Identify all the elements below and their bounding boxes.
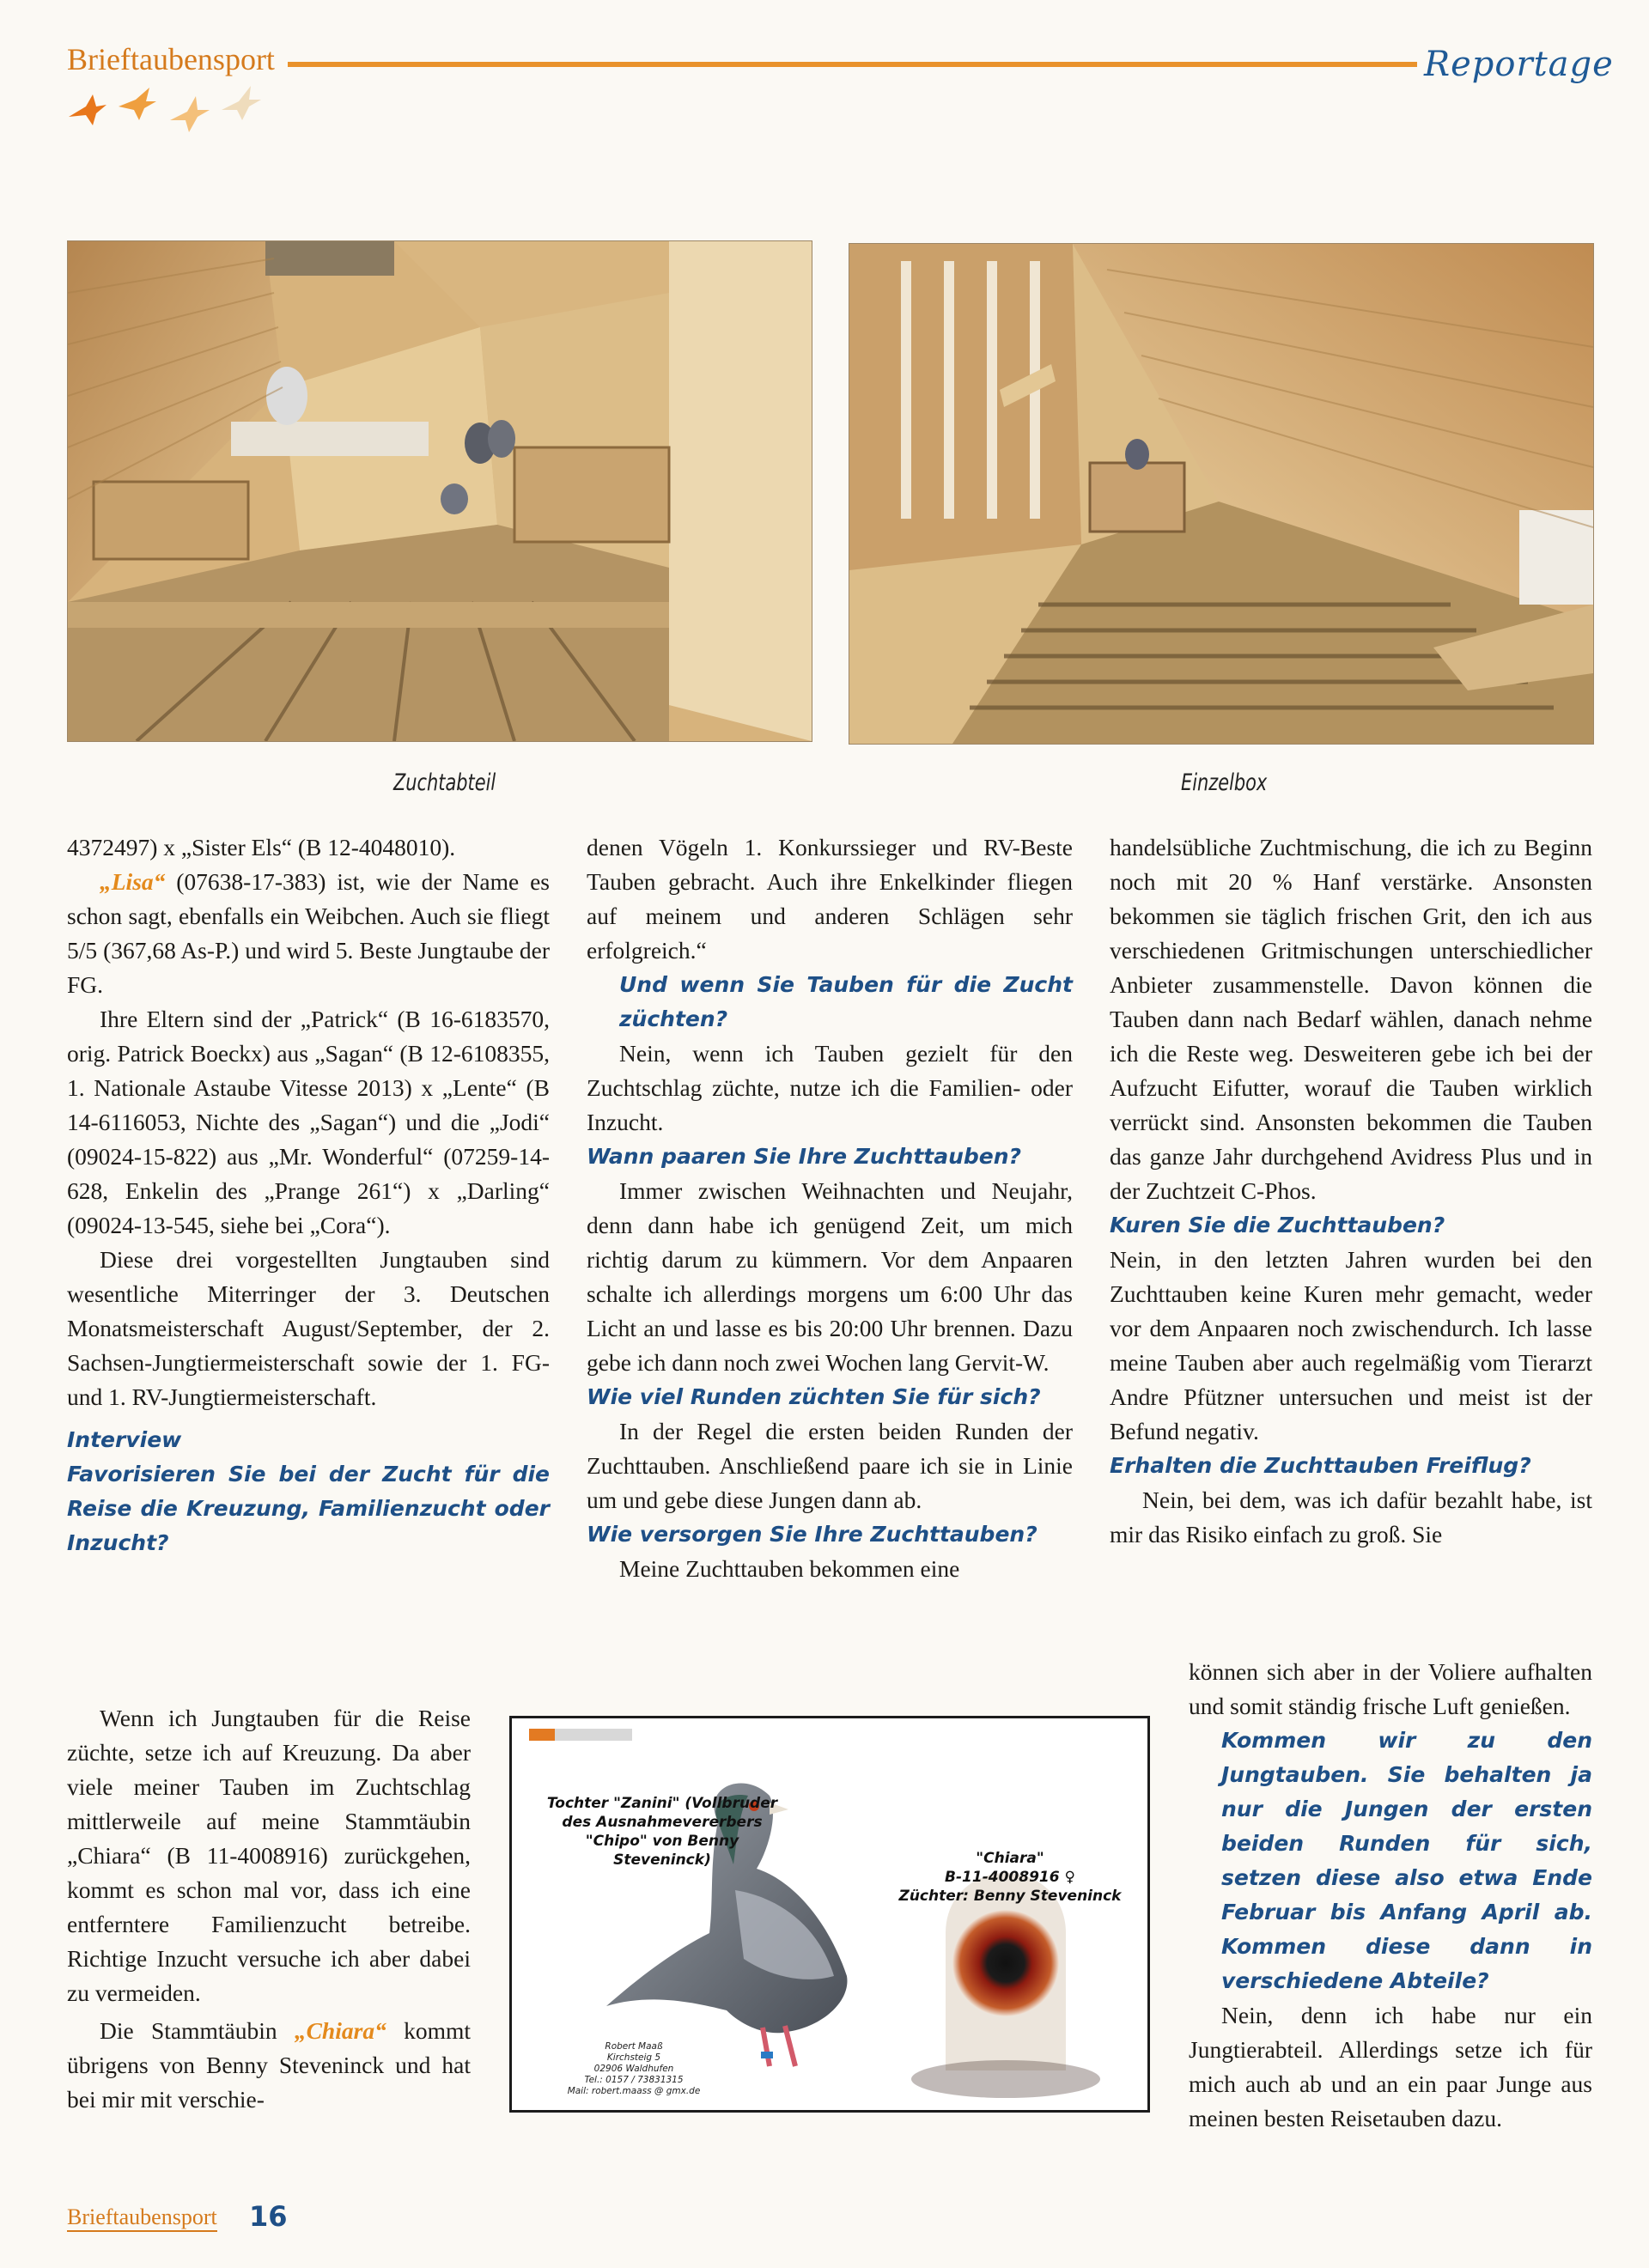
interview-heading: Interview <box>67 1427 182 1452</box>
question: Wie versorgen Sie Ihre Zuchttauben? <box>587 1522 1037 1547</box>
pigeon-logo-icon <box>67 81 290 141</box>
paragraph-lisa: „Lisa“ (07638-17-383) ist, wie der Name es schon sagt, ebenfalls ein Weibchen. Auch sie fliegt 5/5 (367,68 As-P.) und wird 5. Beste Jungtaube der FG. <box>67 868 550 998</box>
paragraph: 4372497) x „Sister Els“ (B 12-4048010). <box>67 834 456 860</box>
answer: Nein, denn ich habe nur ein Jungtierabteil. Allerdings setze ich für mich auch ab und an ein paar Junge aus meinen besten Reisetauben dazu. <box>1189 2002 1592 2131</box>
paragraph: denen Vögeln 1. Konkurssieger und RV-Beste Tauben gebracht. Auch ihre Enkelkinder fliegen auf meinem und anderen Schlägen sehr erfolgreich.“ <box>587 834 1073 964</box>
answer: Immer zwischen Weihnachten und Neujahr, denn dann habe ich genügend Zeit, um mich richtig darum zu kümmern. Vor dem Anpaaren schalte ich allerdings morgens um 6:00 Uhr das Licht an und lasse es bis 20:00 Uhr brennen. Dazu gebe ich dann noch zwei Wochen lang Gervit-W. <box>587 1177 1073 1376</box>
magazine-title: Brieftaubensport <box>67 42 275 76</box>
photo-single-box <box>849 243 1594 745</box>
footer-rule <box>67 2230 217 2232</box>
text-column-3 <box>1110 830 1592 1552</box>
caption-left: Zuchtabteil <box>393 769 496 796</box>
answer: Wenn ich Jungtauben für die Reise züchte, setze ich auf Kreuzung. Da aber viele meiner Tauben im Zuchtschlag mittlerweile auf meine Stammtäubin „Chiara“ (B 11-4008916) zurückgehen, kommt es schon mal vor, dass ich eine entferntere Familienzucht betreibe. Richtige Inzucht versuche ich aber dabei zu vermeiden. <box>67 1705 471 2006</box>
ad-contact: Robert Maaß Kirchsteig 5 02906 Waldhufen Tel.: 0157 / 73831315 Mail: robert.maass @ gmx.de <box>567 2041 701 2096</box>
ad-right-text: "Chiara" B-11-4008916 ♀ Züchter: Benny Steveninck <box>898 1850 1122 1905</box>
text-column-1 <box>67 830 550 1560</box>
question: Kuren Sie die Zuchttauben? <box>1110 1213 1445 1237</box>
answer: Nein, bei dem, was ich dafür bezahlt habe, ist mir das Risiko einfach zu groß. Sie <box>1110 1487 1592 1547</box>
question: Kommen wir zu den Jungtauben. Sie behalten ja nur die Jungen der ersten beiden Runden für sich, setzen diese also etwa Ende Februar bis Anfang April ab. Kommen diese dann in verschiedene Abteile? <box>1221 1728 1592 1993</box>
answer: Nein, in den letzten Jahren wurden bei den Zuchttauben keine Kuren mehr gemacht, weder vor dem Anpaaren noch zwischendurch. Ich lasse meine Tauben aber auch regelmäßig vom Tierarzt Andre Pfützner untersuchen und meist ist der Befund negativ. <box>1110 1246 1592 1444</box>
photo-breeding-compartment <box>67 240 812 742</box>
paragraph-summary: Diese drei vorgestellten Jungtauben sind wesentliche Miterringer der 3. Deutschen Monatsmeisterschaft August/September, der 2. Sachsen-Jungtiermeisterschaft sowie der 1. FG- und 1. RV-Jungtiermeisterschaft. <box>67 1246 550 1410</box>
question: Favorisieren Sie bei der Zucht für die Reise die Kreuzung, Familienzucht oder Inzucht? <box>67 1462 550 1555</box>
advertisement <box>509 1716 1150 2113</box>
question: Wie viel Runden züchten Sie für sich? <box>587 1384 1041 1409</box>
pigeon-name-chiara: „Chiara“ <box>294 2017 386 2044</box>
question: Erhalten die Zuchttauben Freiflug? <box>1110 1453 1531 1478</box>
section-label: Reportage <box>1424 45 1614 84</box>
answer: können sich aber in der Voliere aufhalten und somit ständig frische Luft genießen. <box>1189 1658 1592 1719</box>
paragraph: handelsübliche Zuchtmischung, die ich zu Beginn noch mit 20 % Hanf verstärke. Ansonsten bekommen sie täglich frischen Grit, den ich aus verschiedenen Gritmischungen unterschiedlicher Anbieter zusammenstelle. Davon können die Tauben dann nach Bedarf wählen, danach nehme ich die Reste weg. Desweiteren gebe ich bei der Aufzucht Eifutter, worauf die Tauben wirklich verrückt sind. Ansonsten bekommen die Tauben das ganze Jahr durchgehend Avidress Plus und in der Zuchtzeit C-Phos. <box>1110 834 1592 1204</box>
answer: Nein, wenn ich Tauben gezielt für den Zuchtschlag züchte, nutze ich die Familien- oder Inzucht. <box>587 1040 1073 1135</box>
answer: In der Regel die ersten beiden Runden der Zuchttauben. Anschließend paare ich sie in Linie um und gebe diese Jungen dann ab. <box>587 1418 1073 1513</box>
header-rule <box>288 62 1417 67</box>
answer-chiara: Die Stammtäubin „Chiara“ kommt übrigens von Benny Steveninck und hat bei mir mit verschie- <box>67 2017 471 2113</box>
pigeon-name-lisa: „Lisa“ <box>100 868 166 895</box>
ad-left-text: Tochter "Zanini" (Vollbruder des Ausnahmevererbers "Chipo" von Benny Steveninck) <box>546 1795 778 1869</box>
caption-right: Einzelbox <box>1181 769 1268 796</box>
footer-magazine: Brieftaubensport <box>67 2204 217 2229</box>
question: Wann paaren Sie Ihre Zuchttauben? <box>587 1144 1022 1169</box>
text-column-2 <box>587 830 1073 1586</box>
paragraph-parents: Ihre Eltern sind der „Patrick“ (B 16-6183570, orig. Patrick Boeckx) aus „Sagan“ (B 12-6108355, 1. Nationale Astaube Vitesse 2013) x „Lente“ (B 14-6116053, Nichte des „Sagan“) und die „Jodi“ (09024-15-822) aus „Mr. Wonderful“ (07259-14-628, Enkelin des „Prange 261“) x „Darling“ (09024-13-545, siehe bei „Cora“). <box>67 1006 550 1238</box>
answer: Meine Zuchttauben bekommen eine <box>619 1555 960 1582</box>
text-column-3-lower <box>1189 1655 1592 2136</box>
question: Und wenn Sie Tauben für die Zucht züchten? <box>619 972 1073 1031</box>
text-column-1-lower <box>67 1701 471 2117</box>
page-number: 16 <box>249 2200 288 2233</box>
